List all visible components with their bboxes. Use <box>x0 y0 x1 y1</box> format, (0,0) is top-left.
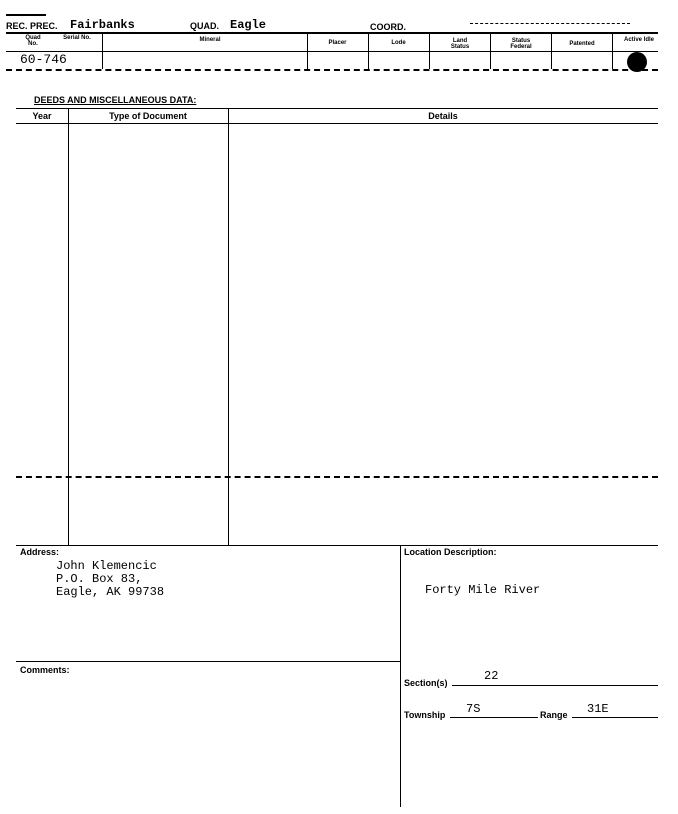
bottom-vsep <box>400 545 401 807</box>
quad-value: Eagle <box>230 18 267 32</box>
col-sep-2 <box>307 33 308 69</box>
col-active-idle: Active Idle <box>624 37 655 43</box>
col-sep-7 <box>612 33 613 69</box>
col-patented: Patented <box>569 41 595 47</box>
top-left-mark <box>6 14 46 16</box>
comments-label: Comments: <box>20 665 70 675</box>
col-status-federal: Status Federal <box>510 38 532 50</box>
deeds-heading: DEEDS AND MISCELLANEOUS DATA: <box>34 95 197 105</box>
deeds-col-year: Year <box>32 111 52 121</box>
address-label: Address: <box>20 547 60 557</box>
township-label: Township <box>404 710 446 720</box>
deeds-sep-1 <box>68 109 69 545</box>
col-sep-3 <box>368 33 369 69</box>
deeds-top-line <box>16 108 658 109</box>
rec-prec-label: REC. PREC. <box>6 21 58 31</box>
quad-serial-value: 60-746 <box>20 52 67 67</box>
col-mineral: Mineral <box>199 37 221 43</box>
deeds-col-details: Details <box>428 111 458 121</box>
col-sep-4 <box>429 33 430 69</box>
deeds-sep-2 <box>228 109 229 545</box>
col-quad-no: Quad No. <box>25 35 41 47</box>
active-status-dot <box>627 52 647 72</box>
rec-prec-value: Fairbanks <box>70 18 135 32</box>
col-land-status: Land Status <box>450 38 470 50</box>
range-label: Range <box>540 710 568 720</box>
range-line <box>572 717 658 718</box>
deeds-head-line <box>16 123 658 124</box>
comments-top-line <box>16 661 400 662</box>
township-value: 7S <box>466 702 481 716</box>
address-line1: John Klemencic <box>56 559 157 573</box>
section-label: Section(s) <box>404 678 448 688</box>
range-value: 31E <box>587 702 609 716</box>
section-line <box>452 685 658 686</box>
coord-label: COORD. <box>370 22 406 32</box>
header-line <box>6 32 658 34</box>
township-line <box>450 717 538 718</box>
col-serial-no: Serial No. <box>63 35 91 41</box>
deeds-col-type: Type of Document <box>109 111 187 121</box>
col-sep-5 <box>490 33 491 69</box>
colhead-line <box>6 51 658 52</box>
col-placer: Placer <box>328 40 347 46</box>
address-line2: P.O. Box 83, <box>56 572 143 586</box>
coord-dash <box>470 23 630 24</box>
col-sep-1 <box>102 33 103 69</box>
quad-label: QUAD. <box>190 21 219 31</box>
address-line3: Eagle, AK 99738 <box>56 585 165 599</box>
col-sep-6 <box>551 33 552 69</box>
bottom-top-line <box>16 545 658 546</box>
location-label: Location Description: <box>404 547 497 557</box>
deeds-dash-line <box>16 476 658 478</box>
record-dash-line <box>6 69 658 71</box>
col-lode: Lode <box>391 40 406 46</box>
section-value: 22 <box>484 669 499 683</box>
location-value: Forty Mile River <box>425 583 541 597</box>
